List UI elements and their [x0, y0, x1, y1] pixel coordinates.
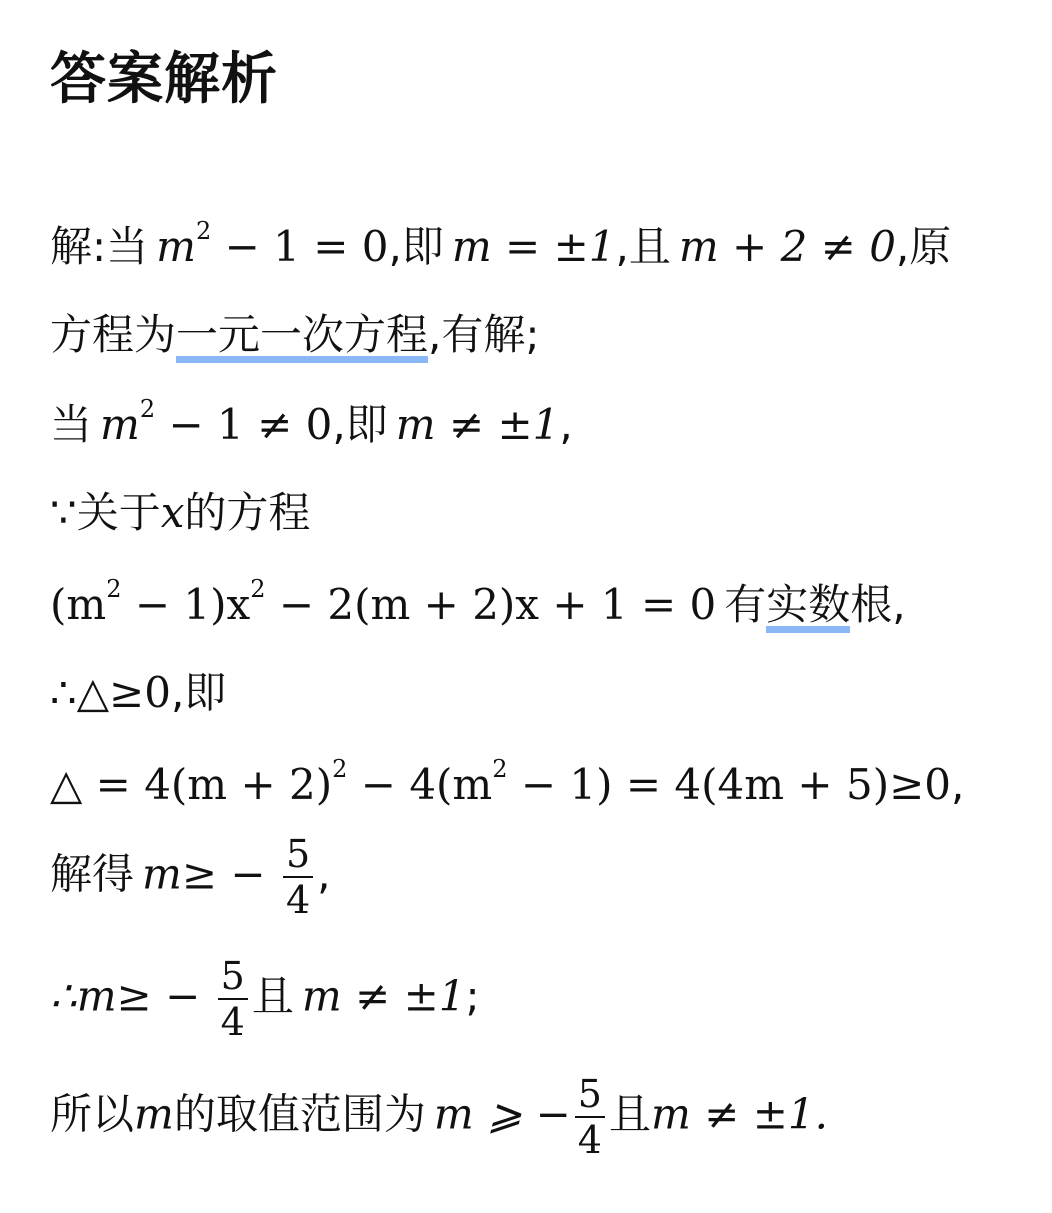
math: x: [160, 488, 185, 537]
text: 当: [50, 400, 93, 449]
text: 所以: [50, 1089, 135, 1139]
text: 且: [608, 1089, 651, 1139]
text: ,: [559, 400, 573, 449]
text: ,即: [388, 222, 444, 271]
math: △ = $4(m + 2)^2 - 4(m^2 - 1) = 4(4m + 5)\ge 0$: [50, 755, 951, 809]
text: 根,: [850, 580, 906, 629]
math: m ≠ ±1: [301, 971, 466, 1021]
text: 且: [251, 971, 294, 1021]
math: m = ±1: [451, 222, 616, 271]
text: ,: [951, 760, 965, 809]
solution-line-8: [50, 832, 330, 922]
solution-line-1: [50, 217, 952, 271]
text: ∵关于: [50, 488, 161, 537]
solution-line-2: [50, 310, 540, 363]
fraction-five-fourths: $\frac{5}{4}$: [575, 1072, 605, 1162]
text: 解得: [50, 849, 135, 899]
math: ∴m≥ −: [50, 971, 214, 1021]
math: m: [134, 1089, 174, 1139]
math: m ⩾ −: [433, 1089, 571, 1139]
text: ,原: [895, 222, 952, 271]
text: ,: [317, 849, 331, 899]
math: $m^2 - 1 = 0$: [156, 217, 389, 271]
math: $(m^2 - 1)x^2 - 2(m + 2)x + 1 = 0$: [50, 575, 717, 629]
fraction-five-fourths: $\frac{5}{4}$: [218, 954, 248, 1044]
math: ∴△≥0: [50, 668, 171, 717]
text: 解:当: [50, 222, 149, 271]
text: 的取值范围为: [173, 1089, 426, 1139]
solution-line-7: [50, 755, 965, 809]
text: 的方程: [184, 488, 311, 537]
text: ;: [465, 971, 480, 1021]
fraction-five-fourths: $\frac{5}{4}$: [283, 832, 313, 922]
text: 方程为: [50, 310, 177, 359]
term-link-linear-equation[interactable]: 一元一次方程: [176, 314, 428, 363]
math: $m^2 - 1 \ne 0$: [100, 395, 333, 449]
math: m≥ −: [142, 849, 279, 899]
solution-line-10: [50, 1072, 828, 1162]
math: m ≠ ±1: [395, 400, 560, 449]
solution-line-9: [50, 954, 480, 1044]
solution-line-6: [50, 668, 227, 717]
solution-line-3: [50, 395, 573, 449]
page-title: 答案解析: [50, 47, 278, 112]
term-link-real-number[interactable]: 实数: [766, 584, 850, 633]
math: m + 2 ≠ 0: [678, 222, 896, 271]
solution-line-4: [50, 488, 311, 537]
text: ,且: [615, 222, 671, 271]
text: ,即: [170, 668, 227, 717]
text: 有: [724, 580, 767, 629]
text: ,有解;: [428, 310, 540, 359]
math: m ≠ ±1.: [650, 1089, 828, 1139]
solution-line-5: [50, 575, 906, 633]
text: ,即: [332, 400, 388, 449]
